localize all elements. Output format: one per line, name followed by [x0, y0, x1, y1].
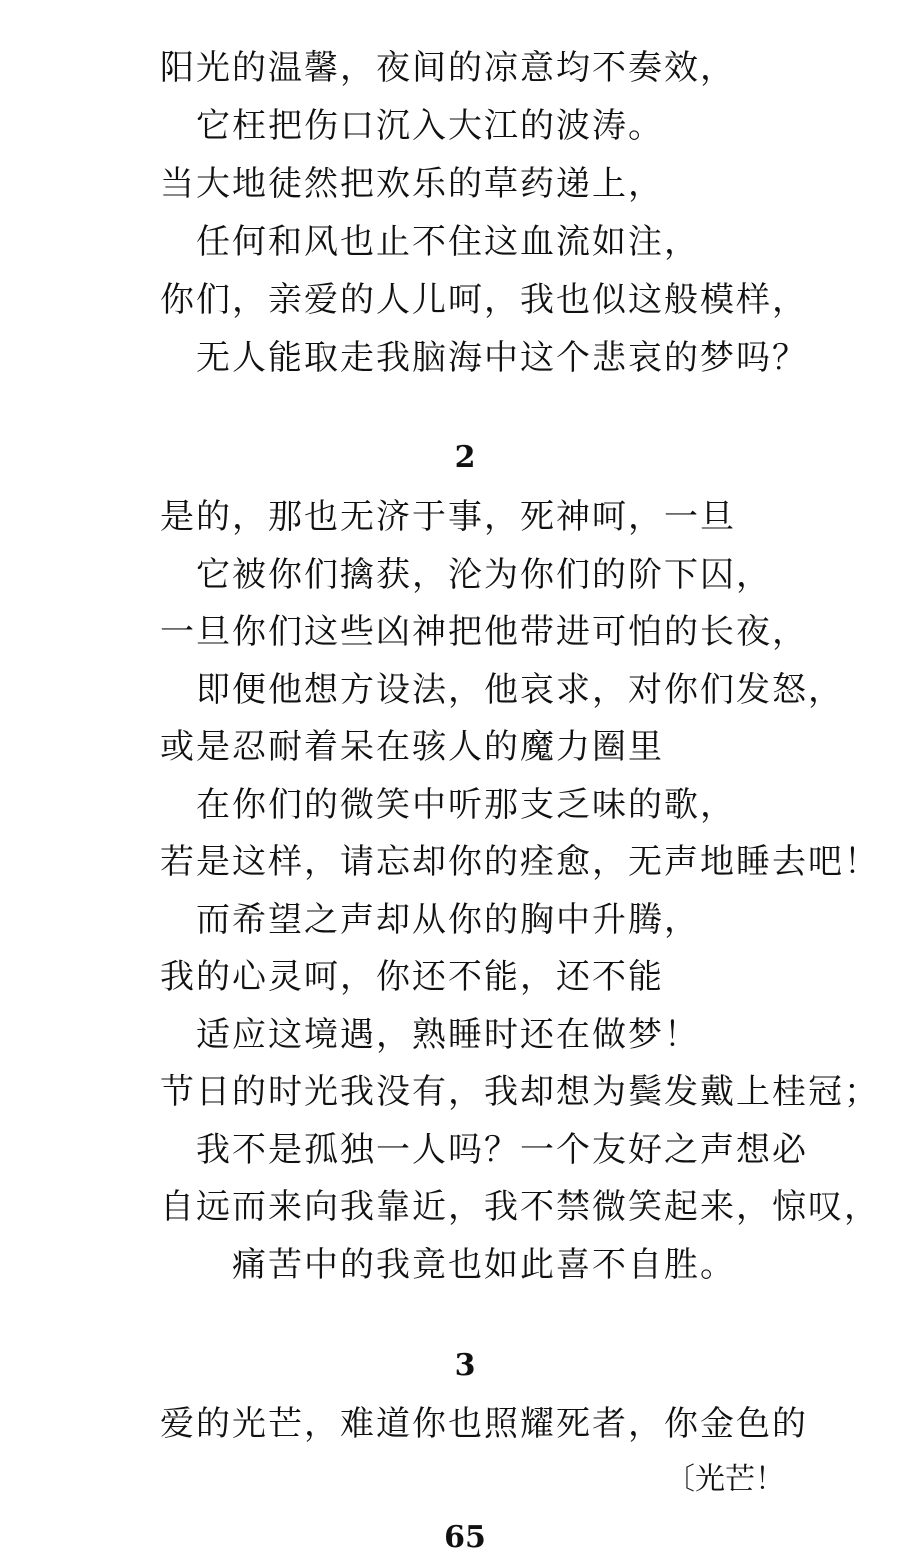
section-number-3: 3: [454, 1348, 476, 1383]
poem-line: 是的，那也无济于事，死神呵，一旦: [160, 497, 736, 537]
poem-line: 当大地徒然把欢乐的草药递上，: [160, 164, 664, 204]
poem-line: 我的心灵呵，你还不能，还不能: [160, 957, 664, 997]
poem-line: 而希望之声却从你的胸中升腾，: [196, 900, 700, 940]
poem-line: 无人能取走我脑海中这个悲哀的梦吗？: [196, 338, 808, 378]
poem-line: 你们，亲爱的人儿呵，我也似这般模样，: [160, 280, 808, 320]
poem-line: 爱的光芒，难道你也照耀死者，你金色的: [160, 1404, 808, 1444]
page-number: 65: [444, 1520, 486, 1555]
poem-line: 我不是孤独一人吗？一个友好之声想必: [196, 1130, 808, 1170]
poem-line: 痛苦中的我竟也如此喜不自胜。: [232, 1245, 736, 1285]
poem-line: 它被你们擒获，沦为你们的阶下囚，: [196, 555, 772, 595]
poem-line: 即便他想方设法，他哀求，对你们发怒，: [196, 670, 844, 710]
poem-line: 一旦你们这些凶神把他带进可怕的长夜，: [160, 612, 808, 652]
poem-line: 节日的时光我没有，我却想为鬓发戴上桂冠；: [160, 1072, 880, 1112]
poem-line: 自远而来向我靠近，我不禁微笑起来，惊叹，: [160, 1187, 880, 1227]
catchword: 〔光芒！: [665, 1462, 785, 1497]
poem-line: 适应这境遇，熟睡时还在做梦！: [196, 1015, 700, 1055]
poem-line: 它枉把伤口沉入大江的波涛。: [196, 106, 664, 146]
poem-line: 在你们的微笑中听那支乏味的歌，: [196, 785, 736, 825]
poem-line: 若是这样，请忘却你的痊愈，无声地睡去吧！: [160, 842, 880, 882]
poem-line: 阳光的温馨，夜间的凉意均不奏效，: [160, 48, 736, 88]
poem-line: 任何和风也止不住这血流如注，: [196, 222, 700, 262]
poem-line: 或是忍耐着呆在骇人的魔力圈里: [160, 727, 664, 767]
section-number-2: 2: [454, 440, 476, 475]
